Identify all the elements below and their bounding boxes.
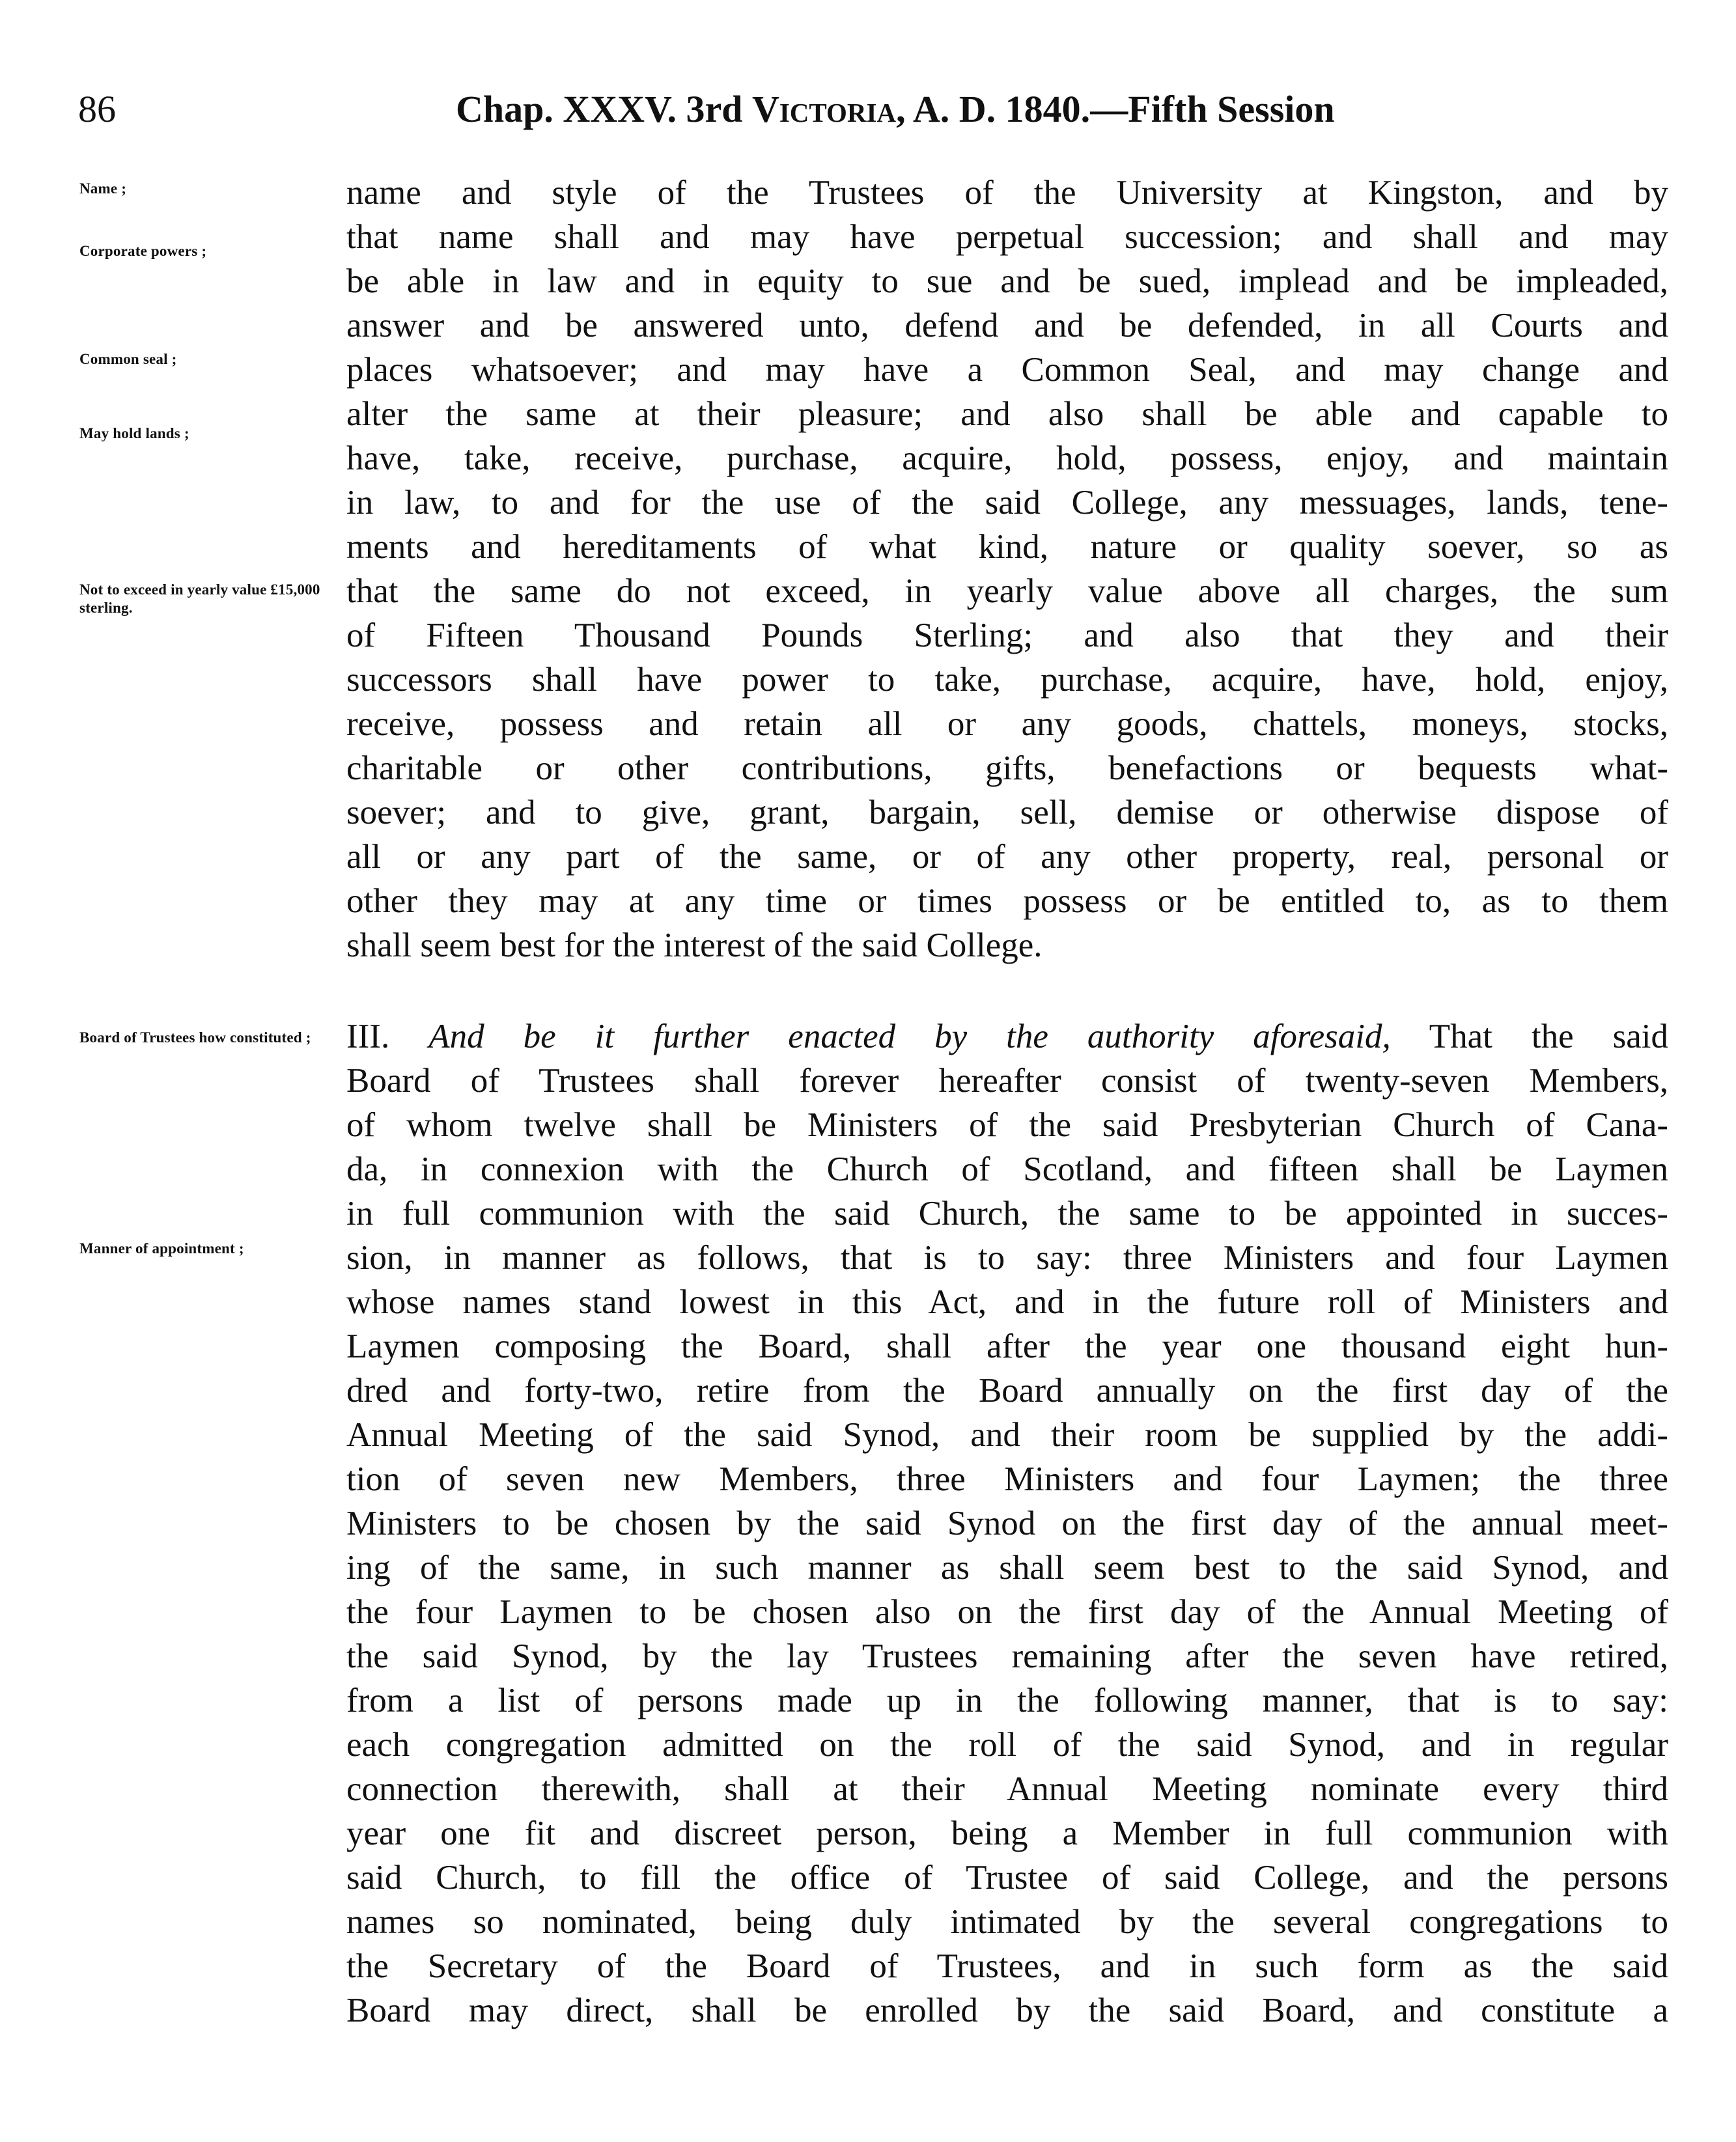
margin-note-yearly-value-limit: Not to exceed in yearly value £15,000 sterling. xyxy=(79,581,320,616)
text-line: tion of seven new Members, three Ministers and four Laymen; the three xyxy=(346,1460,1668,1498)
text-line: successors shall have power to take, purchase, acquire, have, hold, enjoy, xyxy=(346,661,1668,699)
margin-note-board-constitution: Board of Trustees how constituted ; xyxy=(79,1029,311,1046)
text-line: alter the same at their pleasure; and also shall be able and capable to xyxy=(346,395,1668,433)
text-line: places whatsoever; and may have a Common Seal, and may change and xyxy=(346,351,1668,389)
text-line: name and style of the Trustees of the University at Kingston, and by xyxy=(346,174,1668,212)
text-line: other they may at any time or times possess or be entitled to, as to them xyxy=(346,882,1668,920)
text-line: Board may direct, shall be enrolled by the said Board, and constitute a xyxy=(346,1992,1668,2029)
text-line: soever; and to give, grant, bargain, sell, demise or otherwise dispose of xyxy=(346,794,1668,831)
first-line-rest: That the said xyxy=(1429,1018,1669,1055)
text-line: ments and hereditaments of what kind, nature or quality soever, so as xyxy=(346,528,1668,566)
text-line: from a list of persons made up in the following manner, that is to say: xyxy=(346,1682,1668,1719)
margin-note-manner-of-appointment: Manner of appointment ; xyxy=(79,1240,244,1257)
text-line: be able in law and in equity to sue and be sued, implead and be impleaded, xyxy=(346,262,1668,300)
section-number: III. xyxy=(346,1018,390,1055)
text-line: all or any part of the same, or of any other property, real, personal or xyxy=(346,838,1668,876)
text-line: receive, possess and retain all or any goods, chattels, moneys, stocks, xyxy=(346,705,1668,743)
text-line: answer and be answered unto, defend and be defended, in all Courts and xyxy=(346,307,1668,344)
margin-note-may-hold-lands: May hold lands ; xyxy=(79,425,189,441)
year: A. D. 1840. xyxy=(912,88,1091,130)
session: —Fifth Session xyxy=(1090,88,1335,130)
regnal-year-prefix: 3rd xyxy=(686,88,743,130)
chapter-number: Chap. XXXV. xyxy=(456,88,677,130)
enacting-words: And be it further enacted by the authority aforesaid, xyxy=(428,1018,1391,1055)
text-line: charitable or other contributions, gifts, benefactions or bequests what- xyxy=(346,749,1668,787)
page-number: 86 xyxy=(78,88,116,130)
text-line: Ministers to be chosen by the said Synod on the first day of the annual meet- xyxy=(346,1505,1668,1542)
margin-note-corporate-powers: Corporate powers ; xyxy=(79,243,207,259)
text-line: of Fifteen Thousand Pounds Sterling; and also that they and their xyxy=(346,617,1668,654)
margin-note-common-seal: Common seal ; xyxy=(79,351,177,367)
text-line: whose names stand lowest in this Act, and in the future roll of Ministers and xyxy=(346,1283,1668,1321)
text-line: Laymen composing the Board, shall after the year one thousand eight hun- xyxy=(346,1328,1668,1365)
text-line: of whom twelve shall be Ministers of the said Presbyterian Church of Cana- xyxy=(346,1106,1668,1144)
text-line: in full communion with the said Church, the same to be appointed in succes- xyxy=(346,1195,1668,1232)
text-line: said Church, to fill the office of Trustee of said College, and the persons xyxy=(346,1859,1668,1897)
text-line: the said Synod, by the lay Trustees remaining after the seven have retired, xyxy=(346,1637,1668,1675)
text-line: year one fit and discreet person, being a Member in full communion with xyxy=(346,1815,1668,1852)
text-line: dred and forty-two, retire from the Board annually on the first day of the xyxy=(346,1372,1668,1410)
text-line: ing of the same, in such manner as shall seem best to the said Synod, and xyxy=(346,1549,1668,1587)
text-line: da, in connexion with the Church of Scotland, and fifteen shall be Laymen xyxy=(346,1150,1668,1188)
text-line-first xyxy=(346,1014,1668,1059)
text-line: in law, to and for the use of the said College, any messuages, lands, tene- xyxy=(346,484,1668,522)
text-line: Annual Meeting of the said Synod, and their room be supplied by the addi- xyxy=(346,1416,1668,1454)
text-line: Board of Trustees shall forever hereafter consist of twenty-seven Members, xyxy=(346,1062,1668,1100)
text-line: shall seem best for the interest of the said College. xyxy=(346,926,1043,964)
text-line: connection therewith, shall at their Annual Meeting nominate every third xyxy=(346,1770,1668,1808)
text-line: names so nominated, being duly intimated by the several congregations to xyxy=(346,1903,1668,1941)
text-line: sion, in manner as follows, that is to say: three Ministers and four Laymen xyxy=(346,1239,1668,1277)
text-line: that name shall and may have perpetual succession; and shall and may xyxy=(346,218,1668,256)
margin-note-name: Name ; xyxy=(79,180,127,197)
text-line: have, take, receive, purchase, acquire, hold, possess, enjoy, and maintain xyxy=(346,439,1668,477)
paragraph-corporate-powers xyxy=(346,171,1668,967)
text-line: the four Laymen to be chosen also on the first day of the Annual Meeting of xyxy=(346,1593,1668,1631)
running-head xyxy=(456,83,1335,135)
sovereign-name: Victoria, xyxy=(751,88,906,130)
text-line: the Secretary of the Board of Trustees, and in such form as the said xyxy=(346,1947,1668,1985)
paragraph-section-iii xyxy=(346,1014,1668,2033)
text-line: each congregation admitted on the roll of the said Synod, and in regular xyxy=(346,1726,1668,1764)
text-line: that the same do not exceed, in yearly value above all charges, the sum xyxy=(346,572,1668,610)
